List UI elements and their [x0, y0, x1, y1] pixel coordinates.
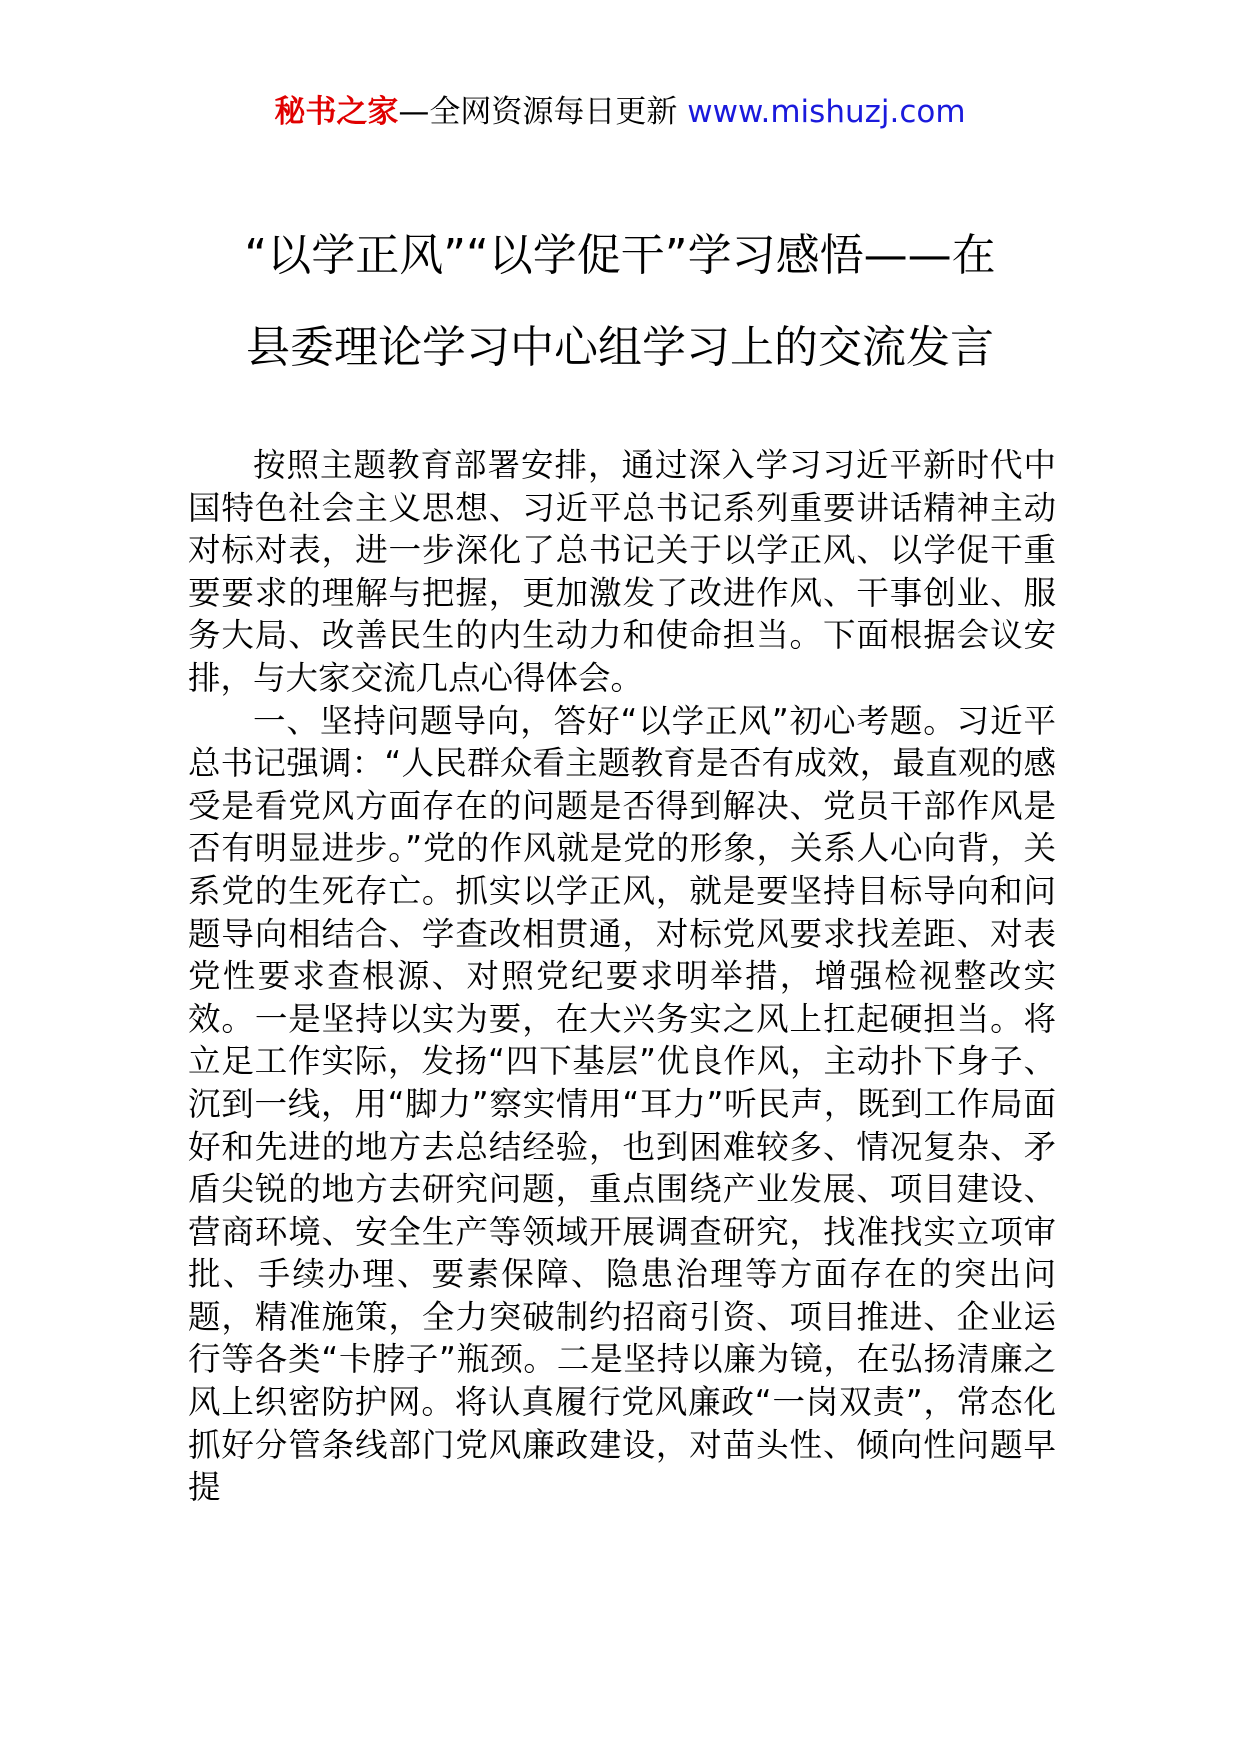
site-brand: 秘书之家	[274, 94, 399, 130]
document-title-line-2: 县委理论学习中心组学习上的交流发言	[246, 322, 994, 373]
document-title	[120, 210, 1120, 394]
site-url-link[interactable]: www.mishuzj.com	[687, 94, 966, 130]
site-tagline: —全网资源每日更新	[398, 94, 678, 130]
document-title-line-1: “以学正风”“以学促干”学习感悟——在	[244, 230, 996, 281]
body-paragraph: 一、坚持问题导向，答好“以学正风”初心考题。习近平总书记强调：“人民群众看主题教育是否有成效，最直观的感受是看党风方面存在的问题是否得到解决、党员干部作风是否有明显进步。”党的作风就是党的形象，关系人心向背，关系党的生死存亡。抓实以学正风，就是要坚持目标导向和问题导向相结合、学查改相贯通，对标党风要求找差距、对表党性要求查根源、对照党纪要求明举措，增强检视整改实效。一是坚持以实为要，在大兴务实之风上扛起硬担当。将立足工作实际，发扬“四下基层”优良作风，主动扑下身子、沉到一线，用“脚力”察实情用“耳力”听民声，既到工作局面好和先进的地方去总结经验，也到困难较多、情况复杂、矛盾尖锐的地方去研究问题，重点围绕产业发展、项目建设、营商环境、安全生产等领域开展调查研究，找准找实立项审批、手续办理、要素保障、隐患治理等方面存在的突出问题，精准施策，全力突破制约招商引资、项目推进、企业运行等各类“卡脖子”瓶颈。二是坚持以廉为镜，在弘扬清廉之风上织密防护网。将认真履行党风廉政“一岗双责”，常态化抓好分管条线部门党风廉政建设，对苗头性、倾向性问题早提	[188, 701, 1056, 1507]
document-body	[188, 444, 1056, 1509]
body-paragraph: 按照主题教育部署安排，通过深入学习习近平新时代中国特色社会主义思想、习近平总书记系列重要讲话精神主动对标对表，进一步深化了总书记关于以学正风、以学促干重要要求的理解与把握，更加激发了改进作风、干事创业、服务大局、改善民生的内生动力和使命担当。下面根据会议安排，与大家交流几点心得体会。	[188, 446, 1056, 697]
site-header	[0, 92, 1240, 132]
